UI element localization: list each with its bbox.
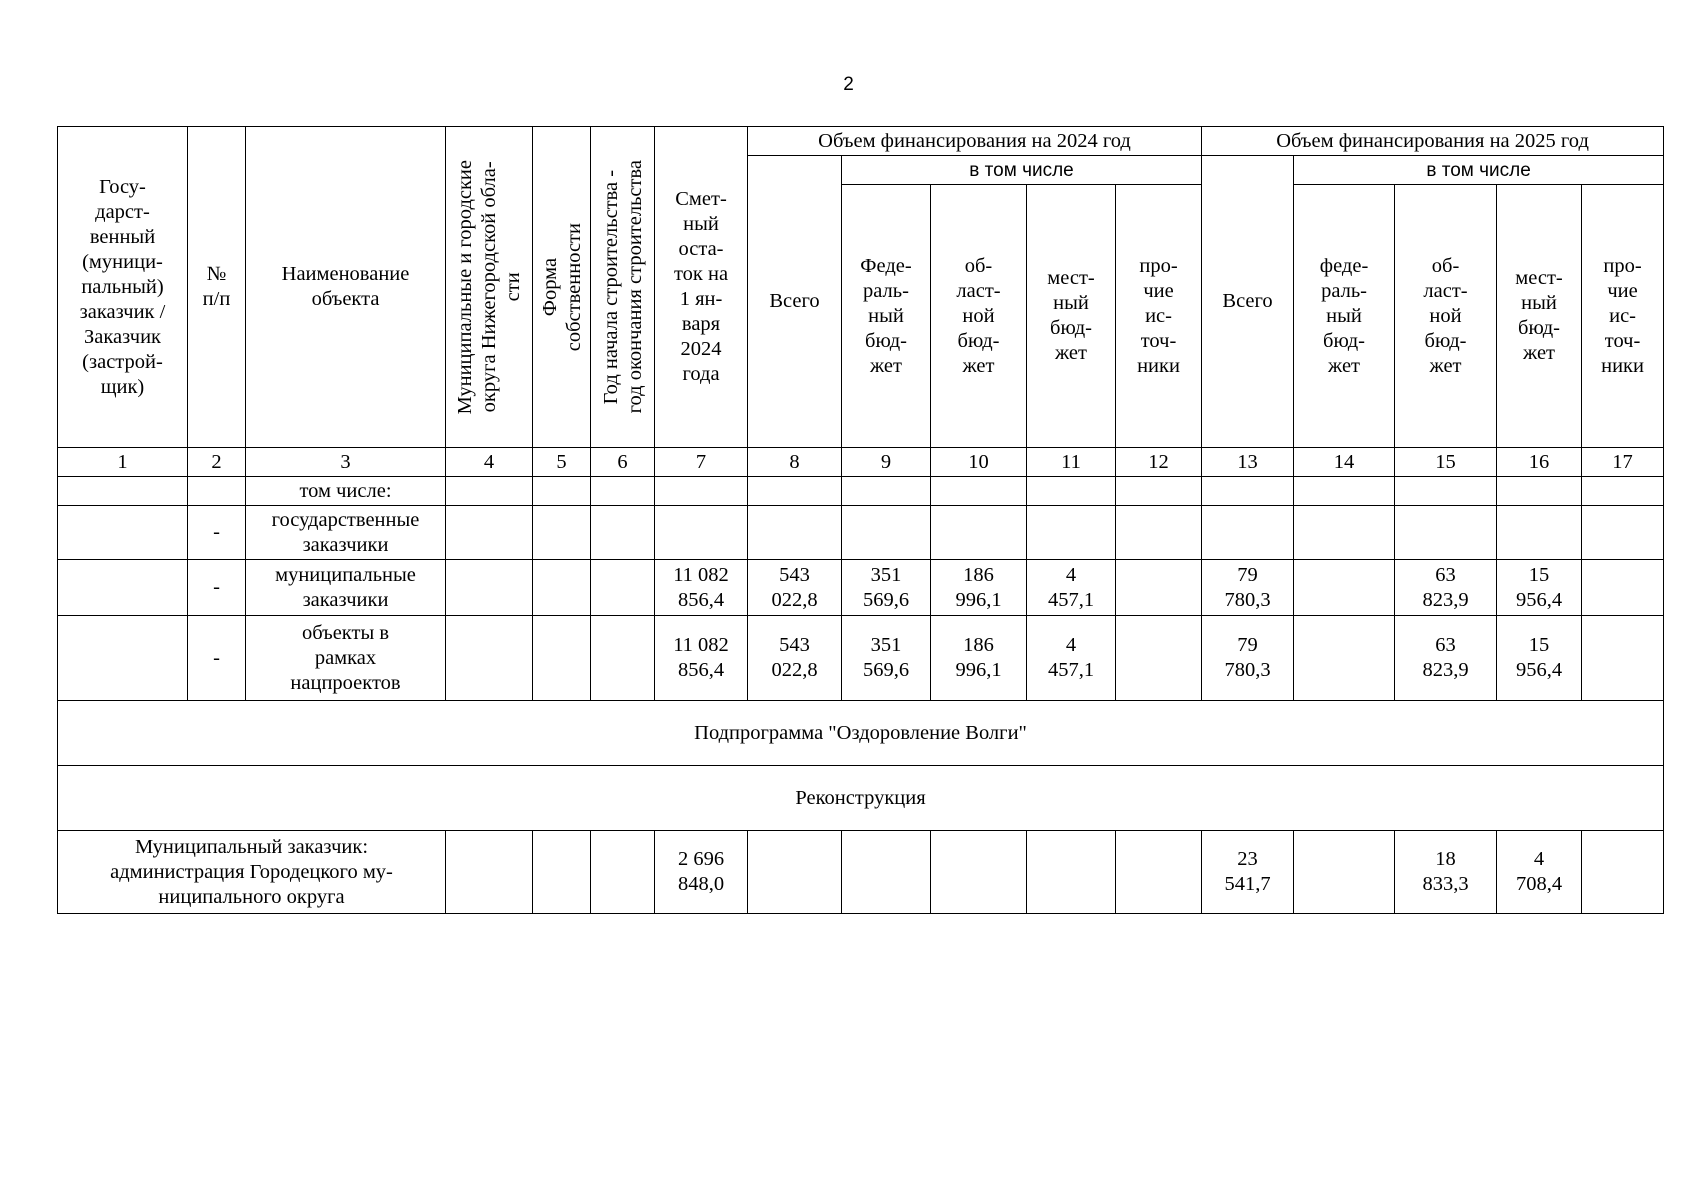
cell-estimate: 11 082 856,4: [655, 616, 748, 701]
column-number: 5: [533, 448, 591, 477]
cell-total-2024: 543 022,8: [748, 616, 842, 701]
cell-reg-2025: 18 833,3: [1395, 831, 1497, 914]
table-row-municipal-customers: [58, 560, 1664, 616]
header-total-2024: Всего: [748, 156, 842, 448]
table-row-subtitle: [58, 477, 1664, 506]
column-number: 12: [1116, 448, 1202, 477]
column-number: 9: [842, 448, 931, 477]
column-number: 11: [1027, 448, 1116, 477]
cell-fed-2024: 351 569,6: [842, 560, 931, 616]
column-number: 15: [1395, 448, 1497, 477]
column-number: 1: [58, 448, 188, 477]
cell-reg-2024: 186 996,1: [931, 616, 1027, 701]
header-object-name: Наименование объекта: [246, 127, 446, 448]
header-num: № п/п: [188, 127, 246, 448]
column-number: 2: [188, 448, 246, 477]
header-loc-2024: мест- ный бюд- жет: [1027, 185, 1116, 448]
cell-loc-2024: 4 457,1: [1027, 616, 1116, 701]
cell-fed-2024: 351 569,6: [842, 616, 931, 701]
header-fed-2024: Феде- раль- ный бюд- жет: [842, 185, 931, 448]
header-incl-2025: в том числе: [1294, 156, 1664, 185]
column-number: 10: [931, 448, 1027, 477]
cell-reg-2024: 186 996,1: [931, 560, 1027, 616]
header-loc-2025: мест- ный бюд- жет: [1497, 185, 1582, 448]
cell-total-2025: 23 541,7: [1202, 831, 1294, 914]
table-row-national-projects: [58, 616, 1664, 701]
cell-loc-2025: 4 708,4: [1497, 831, 1582, 914]
cell-total-2025: 79 780,3: [1202, 616, 1294, 701]
header-years: Год начала строительства - год окончания строительства: [591, 127, 655, 448]
row-label: государственные заказчики: [246, 506, 446, 560]
column-number: 17: [1582, 448, 1664, 477]
column-number: 13: [1202, 448, 1294, 477]
section-title: Реконструкция: [58, 766, 1664, 831]
row-label: том числе:: [246, 477, 446, 506]
header-fin-2024: Объем финансирования на 2024 год: [748, 127, 1202, 156]
column-number: 8: [748, 448, 842, 477]
header-other-2025: про- чие ис- точ- ники: [1582, 185, 1664, 448]
cell-loc-2025: 15 956,4: [1497, 616, 1582, 701]
header-incl-2024: в том числе: [842, 156, 1202, 185]
header-estimate: Смет- ный оста- ток на 1 ян- варя 2024 года: [655, 127, 748, 448]
financing-table: [57, 126, 1664, 914]
header-fin-2025: Объем финансирования на 2025 год: [1202, 127, 1664, 156]
row-dash: -: [188, 616, 246, 701]
cell-total-2025: 79 780,3: [1202, 560, 1294, 616]
table-row-subprogram: [58, 701, 1664, 766]
page-number: 2: [843, 74, 854, 95]
header-customer: Госу- дарст- венный (муници- пальный) заказчик / Заказчик (застрой- щик): [58, 127, 188, 448]
cell-total-2024: 543 022,8: [748, 560, 842, 616]
cell-estimate: 11 082 856,4: [655, 560, 748, 616]
row-label: муниципальные заказчики: [246, 560, 446, 616]
table-row-state-customers: [58, 506, 1664, 560]
header-total-2025: Всего: [1202, 156, 1294, 448]
cell-loc-2025: 15 956,4: [1497, 560, 1582, 616]
subprogram-title: Подпрограмма "Оздоровление Волги": [58, 701, 1664, 766]
table-row-customer: [58, 831, 1664, 914]
cell-reg-2025: 63 823,9: [1395, 560, 1497, 616]
header-reg-2024: об- ласт- ной бюд- жет: [931, 185, 1027, 448]
cell-reg-2025: 63 823,9: [1395, 616, 1497, 701]
header-municipalities: Муниципальные и городские округа Нижегородской обла- сти: [446, 127, 533, 448]
cell-loc-2024: 4 457,1: [1027, 560, 1116, 616]
header-other-2024: про- чие ис- точ- ники: [1116, 185, 1202, 448]
row-label: объекты в рамках нацпроектов: [246, 616, 446, 701]
table-row-reconstruction: [58, 766, 1664, 831]
column-numbers-row: [58, 448, 1664, 477]
row-dash: -: [188, 506, 246, 560]
column-number: 16: [1497, 448, 1582, 477]
column-number: 3: [246, 448, 446, 477]
row-dash: -: [188, 560, 246, 616]
cell-estimate: 2 696 848,0: [655, 831, 748, 914]
header-ownership: Форма собственности: [533, 127, 591, 448]
column-number: 7: [655, 448, 748, 477]
header-fed-2025: феде- раль- ный бюд- жет: [1294, 185, 1395, 448]
header-reg-2025: об- ласт- ной бюд- жет: [1395, 185, 1497, 448]
column-number: 4: [446, 448, 533, 477]
column-number: 14: [1294, 448, 1395, 477]
column-number: 6: [591, 448, 655, 477]
customer-name: Муниципальный заказчик: администрация Городецкого му- ниципального округа: [58, 831, 446, 914]
